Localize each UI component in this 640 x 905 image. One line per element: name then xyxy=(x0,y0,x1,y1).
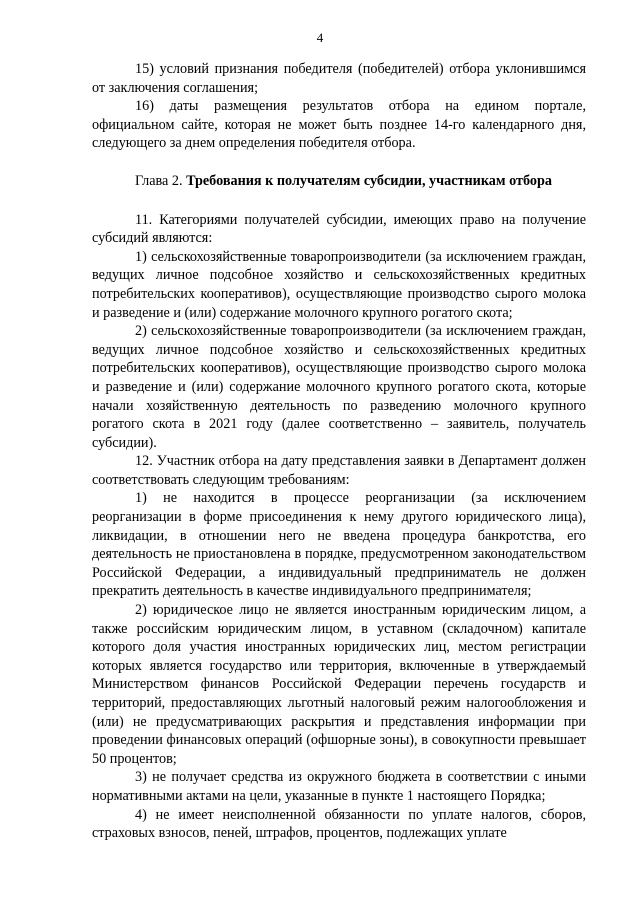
clause-11-intro: 11. Категориями получателей субсидии, имеющих право на получение субсидий являются: xyxy=(92,211,586,247)
clause-12-item-2: 2) юридическое лицо не является иностранным юридическим лицом, а также российским юридическим лицом, в уставном (складочном) капитале которого доля участия иностранных юридических лиц, местом регистрации которых является государство или территория, включенные в утверждаемый Министерством финансов Российской Федерации перечень государств и территорий, предоставляющих льготный налоговый режим налогообложения и (или) не предусматривающих раскрытия и представления информации при проведении финансовых операций (офшорные зоны), в совокупности превышает 50 процентов; xyxy=(92,602,586,767)
chapter-heading xyxy=(92,172,586,191)
clause-11-item-2: 2) сельскохозяйственные товаропроизводители (за исключением граждан, ведущих личное подсобное хозяйство и сельскохозяйственных кредитных потребительских кооперативов), осуществляющие производство сырого молока и разведение и (или) содержание молочного крупного рогатого скота, которые начали хозяйственную деятельность по разведению молочного крупного рогатого скота в 2021 году (далее соответственно – заявитель, получатель субсидии). xyxy=(92,323,586,451)
clause-12-item-3: 3) не получает средства из окружного бюджета в соответствии с иными нормативными актами на цели, указанные в пункте 1 настоящего Порядка; xyxy=(92,769,586,804)
page-number: 4 xyxy=(316,30,324,45)
chapter-title: Требования к получателям субсидии, участникам отбора xyxy=(186,172,552,189)
chapter-prefix: Глава 2. xyxy=(135,172,183,189)
document-body xyxy=(92,60,586,843)
clause-11-item-1: 1) сельскохозяйственные товаропроизводители (за исключением граждан, ведущих личное подсобное хозяйство и сельскохозяйственных кредитных потребительских кооперативов), осуществляющие производство сырого молока и разведение и (или) содержание молочного крупного рогатого скота; xyxy=(92,248,586,321)
clause-12-item-4: 4) не имеет неисполненной обязанности по уплате налогов, сборов, страховых взносов, пеней, штрафов, процентов, подлежащих уплате xyxy=(92,806,586,842)
clause-12-item-1: 1) не находится в процессе реорганизации (за исключением реорганизации в форме присоединения к нему другого юридического лица), ликвидации, в отношении него не введена процедура банкротства, его деятельность не приостановлена в порядке, предусмотренном законодательством Российской Федерации, а индивидуальный предприниматель не должен прекратить деятельность в качестве индивидуального предпринимателя; xyxy=(92,490,586,600)
clause-12-intro: 12. Участник отбора на дату представления заявки в Департамент должен соответствовать следующим требованиям: xyxy=(92,453,586,488)
clause-15: 15) условий признания победителя (победителей) отбора уклонившимся от заключения соглашения; xyxy=(92,61,586,96)
clause-16: 16) даты размещения результатов отбора на едином портале, официальном сайте, которая не может быть позднее 14-го календарного дня, следующего за днем определения победителя отбора. xyxy=(92,98,586,152)
